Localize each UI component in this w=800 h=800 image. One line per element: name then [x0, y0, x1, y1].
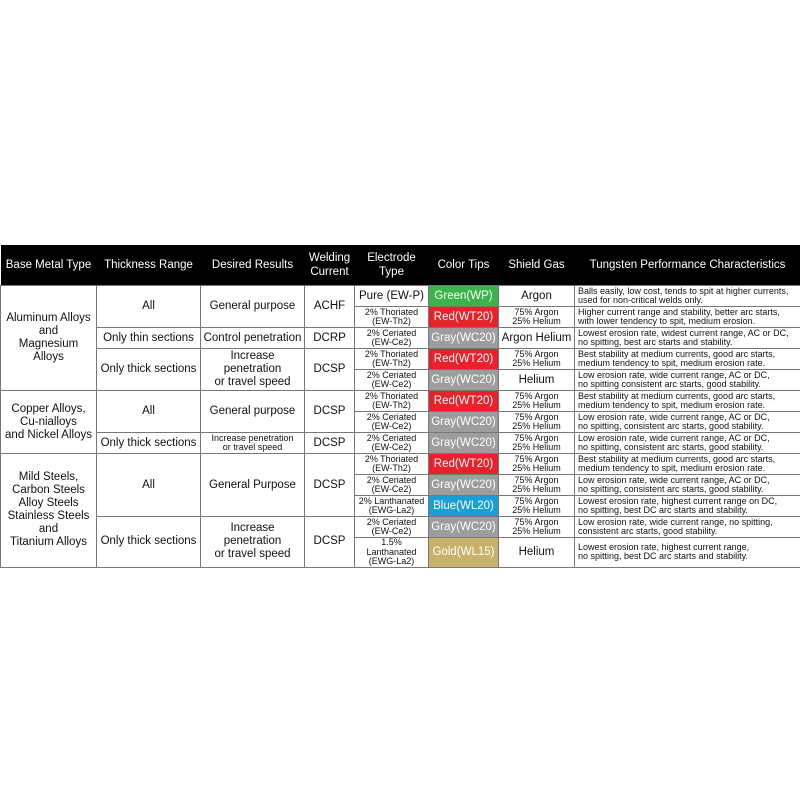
- perf-cell: Low erosion rate, wide current range, AC or DC, no spitting consistent arc starts, good stability.: [575, 370, 800, 391]
- desired-cell: Increase penetration or travel speed: [201, 349, 305, 391]
- perf-cell: Balls easily, low cost, tends to spit at higher currents, used for non-critical welds only.: [575, 286, 800, 307]
- table-row: [1, 517, 800, 538]
- header-electrode-l1: Electrode: [367, 252, 416, 264]
- gas-cell: 75% Argon 25% Helium: [499, 307, 575, 328]
- current-cell: DCSP: [305, 454, 355, 517]
- header-desired: Desired Results: [201, 245, 305, 286]
- current-cell: DCSP: [305, 517, 355, 568]
- table-row: [1, 391, 800, 412]
- base-metal-copper: Copper Alloys, Cu-nialloys and Nickel Alloys: [1, 391, 97, 454]
- perf-cell: Low erosion rate, wide current range, AC or DC, no spitting, consistent arc starts, good stability.: [575, 475, 800, 496]
- thickness-cell: Only thin sections: [97, 328, 201, 349]
- desired-cell: Increase penetration or travel speed: [201, 433, 305, 454]
- perf-cell: Low erosion rate, wide current range, AC or DC, no spitting, consistent arc starts, good stability.: [575, 412, 800, 433]
- desired-cell: Control penetration: [201, 328, 305, 349]
- header-row: [1, 245, 800, 286]
- perf-cell: Low erosion rate, wide current range, no spitting, consistent arc starts, good stability.: [575, 517, 800, 538]
- electrode-cell: 2% Ceriated (EW-Ce2): [355, 475, 429, 496]
- gas-cell: Argon Helium: [499, 328, 575, 349]
- base-metal-steel: Mild Steels, Carbon Steels Alloy Steels Stainless Steels and Titanium Alloys: [1, 454, 97, 568]
- color-tip-gold: Gold(WL15): [429, 538, 499, 568]
- current-cell: ACHF: [305, 286, 355, 328]
- table-row: [1, 433, 800, 454]
- gas-cell: 75% Argon 25% Helium: [499, 433, 575, 454]
- electrode-cell: 2% Ceriated (EW-Ce2): [355, 517, 429, 538]
- perf-cell: Higher current range and stability, better arc starts, with lower tendency to spit, medium erosion.: [575, 307, 800, 328]
- table-row: [1, 286, 800, 307]
- thickness-cell: Only thick sections: [97, 517, 201, 568]
- perf-cell: Lowest erosion rate, highest current range, no spitting, best DC arc starts and stability.: [575, 538, 800, 568]
- electrode-cell: 2% Ceriated (EW-Ce2): [355, 370, 429, 391]
- gas-cell: Argon: [499, 286, 575, 307]
- current-cell: DCSP: [305, 391, 355, 433]
- gas-cell: 75% Argon 25% Helium: [499, 517, 575, 538]
- thickness-cell: All: [97, 391, 201, 433]
- perf-cell: Lowest erosion rate, widest current range, AC or DC, no spitting, best arc starts and stability.: [575, 328, 800, 349]
- color-tip-red: Red(WT20): [429, 349, 499, 370]
- gas-cell: Helium: [499, 370, 575, 391]
- header-current: [305, 245, 355, 286]
- thickness-cell: All: [97, 286, 201, 328]
- header-electrode: [355, 245, 429, 286]
- current-cell: DCSP: [305, 433, 355, 454]
- table-row: [1, 454, 800, 475]
- header-base-metal: Base Metal Type: [1, 245, 97, 286]
- header-current-l1: Welding: [308, 252, 351, 264]
- gas-cell: Helium: [499, 538, 575, 568]
- electrode-cell: 2% Ceriated (EW-Ce2): [355, 328, 429, 349]
- gas-cell: 75% Argon 25% Helium: [499, 454, 575, 475]
- gas-cell: 75% Argon 25% Helium: [499, 496, 575, 517]
- gas-cell: 75% Argon 25% Helium: [499, 391, 575, 412]
- color-tip-gray: Gray(WC20): [429, 517, 499, 538]
- electrode-cell: 2% Lanthanated (EWG-La2): [355, 496, 429, 517]
- color-tip-gray: Gray(WC20): [429, 433, 499, 454]
- color-tip-green: Green(WP): [429, 286, 499, 307]
- color-tip-red: Red(WT20): [429, 391, 499, 412]
- electrode-cell: 2% Thoriated (EW-Th2): [355, 349, 429, 370]
- perf-cell: Best stability at medium currents, good arc starts, medium tendency to spit, medium erosion rate.: [575, 454, 800, 475]
- electrode-cell: 2% Ceriated (EW-Ce2): [355, 433, 429, 454]
- tungsten-electrode-table: [0, 245, 800, 568]
- header-performance: Tungsten Performance Characteristics: [575, 245, 800, 286]
- electrode-cell: 2% Ceriated (EW-Ce2): [355, 412, 429, 433]
- thickness-cell: Only thick sections: [97, 433, 201, 454]
- desired-cell: General Purpose: [201, 454, 305, 517]
- desired-cell: General purpose: [201, 391, 305, 433]
- color-tip-blue: Blue(WL20): [429, 496, 499, 517]
- perf-cell: Best stability at medium currents, good arc starts, medium tendency to spit, medium erosion rate.: [575, 349, 800, 370]
- color-tip-gray: Gray(WC20): [429, 328, 499, 349]
- header-current-l2: Current: [310, 266, 349, 278]
- header-electrode-l2: Type: [379, 266, 404, 278]
- gas-cell: 75% Argon 25% Helium: [499, 349, 575, 370]
- electrode-cell: 1.5% Lanthanated (EWG-La2): [355, 538, 429, 568]
- base-metal-aluminum: Aluminum Alloys and Magnesium Alloys: [1, 286, 97, 391]
- electrode-cell: 2% Thoriated (EW-Th2): [355, 391, 429, 412]
- current-cell: DCSP: [305, 349, 355, 391]
- color-tip-gray: Gray(WC20): [429, 412, 499, 433]
- electrode-cell: 2% Thoriated (EW-Th2): [355, 307, 429, 328]
- color-tip-gray: Gray(WC20): [429, 370, 499, 391]
- perf-cell: Best stability at medium currents, good arc starts, medium tendency to spit, medium erosion rate.: [575, 391, 800, 412]
- current-cell: DCRP: [305, 328, 355, 349]
- perf-cell: Low erosion rate, wide current range, AC or DC, no spitting, consistent arc starts, good stability.: [575, 433, 800, 454]
- color-tip-red: Red(WT20): [429, 307, 499, 328]
- desired-cell: Increase penetration or travel speed: [201, 517, 305, 568]
- thickness-cell: All: [97, 454, 201, 517]
- gas-cell: 75% Argon 25% Helium: [499, 412, 575, 433]
- header-color-tips: Color Tips: [429, 245, 499, 286]
- color-tip-red: Red(WT20): [429, 454, 499, 475]
- table-row: [1, 349, 800, 370]
- thickness-cell: Only thick sections: [97, 349, 201, 391]
- electrode-cell: 2% Thoriated (EW-Th2): [355, 454, 429, 475]
- color-tip-gray: Gray(WC20): [429, 475, 499, 496]
- gas-cell: 75% Argon 25% Helium: [499, 475, 575, 496]
- header-thickness: Thickness Range: [97, 245, 201, 286]
- desired-cell: General purpose: [201, 286, 305, 328]
- header-shield-gas: Shield Gas: [499, 245, 575, 286]
- table-row: [1, 328, 800, 349]
- perf-cell: Lowest erosion rate, highest current range on DC, no spitting, best DC arc starts and stability.: [575, 496, 800, 517]
- electrode-cell: Pure (EW-P): [355, 286, 429, 307]
